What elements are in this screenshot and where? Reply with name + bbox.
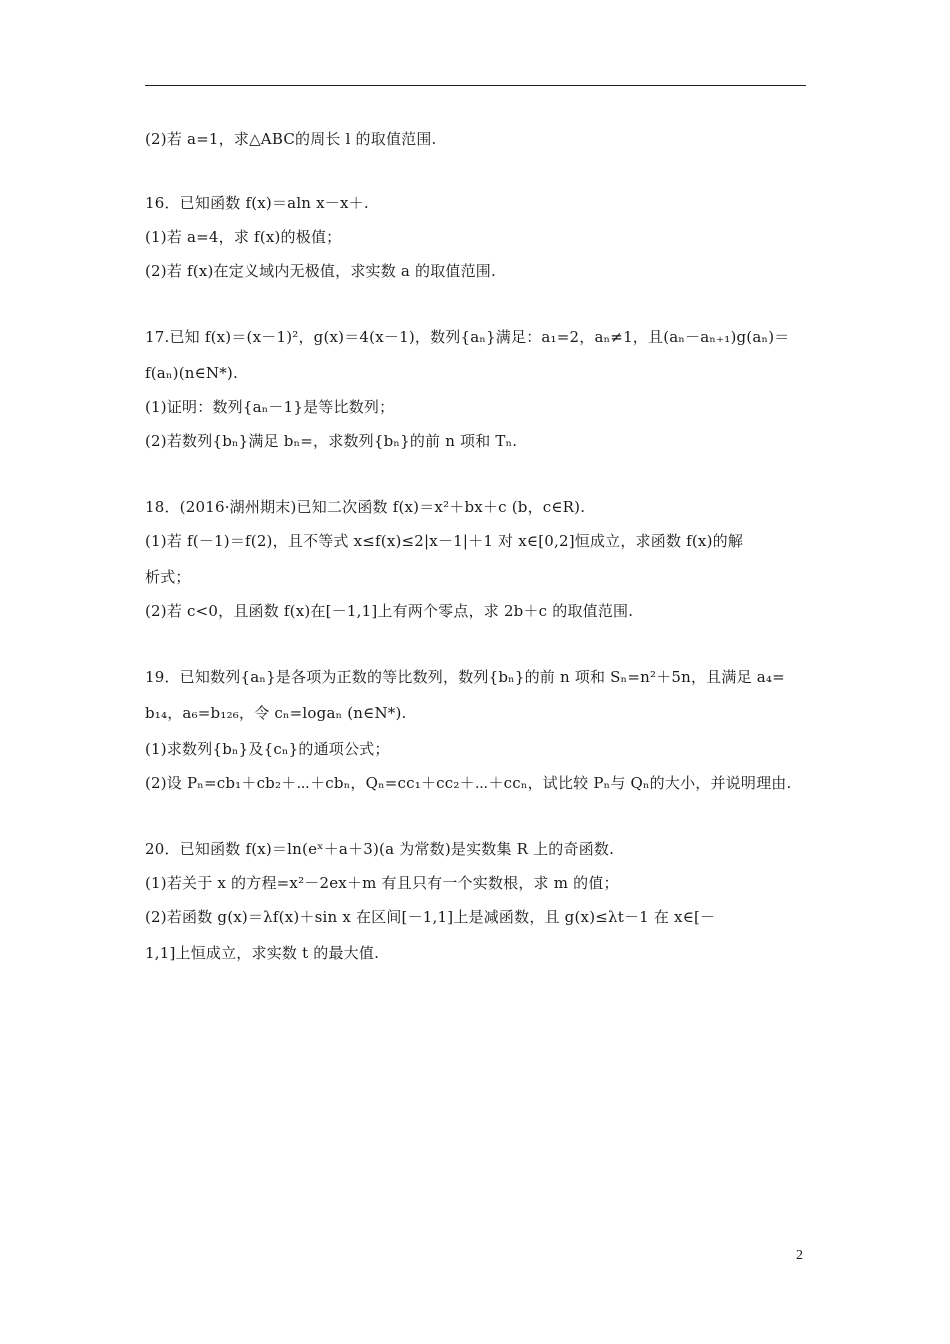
q20-stem: 20．已知函数 f(x)＝ln(eˣ＋a＋3)(a 为常数)是实数集 R 上的奇函数. <box>145 840 615 858</box>
q16-stem: 16．已知函数 f(x)＝aln x－x＋. <box>145 194 369 212</box>
q18-stem: 18．(2016·湖州期末)已知二次函数 f(x)＝x²＋bx＋c (b，c∈R). <box>145 498 586 516</box>
q16-part1: (1)若 a=4，求 f(x)的极值； <box>145 228 342 246</box>
q17-stem-line2: f(aₙ)(n∈N*). <box>145 364 238 382</box>
q20-part2-line1: (2)若函数 g(x)＝λf(x)＋sin x 在区间[－1,1]上是减函数，且 g(x)≤λt－1 在 x∈[－ <box>145 908 716 926</box>
q20-part2-line2: 1,1]上恒成立，求实数 t 的最大值. <box>145 944 380 962</box>
q19-stem-line1: 19．已知数列{aₙ}是各项为正数的等比数列，数列{bₙ}的前 n 项和 Sₙ=n²＋5n，且满足 a₄= <box>145 668 785 686</box>
q15-part2: (2)若 a=1，求△ABC的周长 l 的取值范围. <box>145 130 437 148</box>
q18-part1-line2: 析式； <box>145 568 191 586</box>
q17-part2: (2)若数列{bₙ}满足 bₙ=，求数列{bₙ}的前 n 项和 Tₙ. <box>145 432 518 450</box>
header-rule <box>145 85 806 86</box>
q19-part1: (1)求数列{bₙ}及{cₙ}的通项公式； <box>145 740 390 758</box>
q18-part2: (2)若 c<0，且函数 f(x)在[－1,1]上有两个零点，求 2b＋c 的取值范围. <box>145 602 634 620</box>
q19-part2: (2)设 Pₙ=cb₁＋cb₂＋⋯＋cbₙ，Qₙ=cc₁＋cc₂＋⋯＋ccₙ，试比较 Pₙ与 Qₙ的大小，并说明理由. <box>145 774 792 792</box>
q17-stem-line1: 17.已知 f(x)＝(x－1)²，g(x)＝4(x－1)，数列{aₙ}满足：a₁=2，aₙ≠1，且(aₙ－aₙ₊₁)g(aₙ)＝ <box>145 328 790 346</box>
q18-part1-line1: (1)若 f(－1)＝f(2)，且不等式 x≤f(x)≤2|x－1|＋1 对 x∈[0,2]恒成立，求函数 f(x)的解 <box>145 532 744 550</box>
page-number: 2 <box>796 1248 803 1263</box>
q20-part1: (1)若关于 x 的方程=x²－2ex＋m 有且只有一个实数根，求 m 的值； <box>145 874 619 892</box>
q16-part2: (2)若 f(x)在定义域内无极值，求实数 a 的取值范围. <box>145 262 496 280</box>
q19-stem-line2: b₁₄，a₆=b₁₂₆，令 cₙ=logaₙ (n∈N*). <box>145 704 407 722</box>
q17-part1: (1)证明：数列{aₙ－1}是等比数列； <box>145 398 395 416</box>
